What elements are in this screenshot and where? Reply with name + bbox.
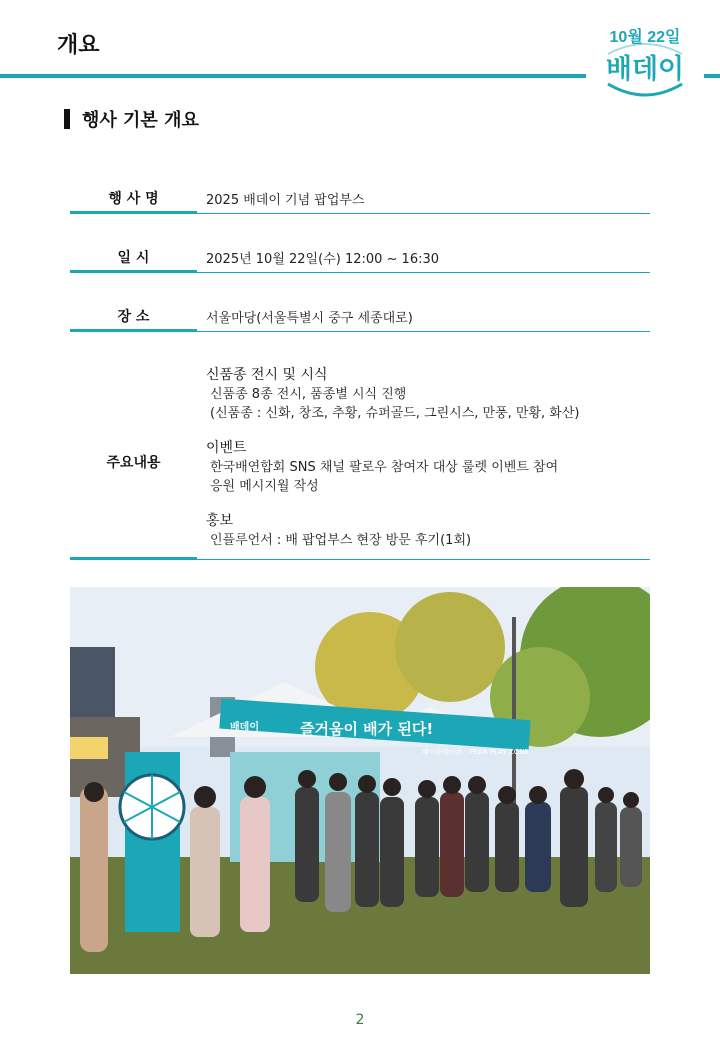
page-number: 2 [355,1012,365,1028]
row-divider [70,270,197,273]
row-divider-thin [197,331,650,332]
row-label: 주요내용 [106,455,161,471]
row-value: 서울마당(서울특별시 중구 세종대로) [206,311,413,326]
section-bar-icon [64,109,70,129]
content-line: 인플루언서 : 배 팝업부스 현장 방문 후기(1회) [210,533,472,548]
event-photo [70,587,650,974]
row-divider [70,557,197,560]
row-divider-thin [197,213,650,214]
banner-logo: 배데이 [230,722,259,733]
row-value: 2025 배데이 기념 팝업부스 [206,193,365,208]
logo-date-text: 10월 22일 [609,29,681,46]
row-label: 장 소 [117,309,150,325]
content-group-head: 홍보 [206,513,234,529]
row-divider [70,211,197,214]
section-title-text: 행사 기본 개요 [82,110,199,131]
row-divider-thin [197,559,650,560]
page-header-title: 개요 [57,33,100,58]
content-group-head: 이벤트 [206,440,247,456]
main-content-list [206,366,579,550]
row-value: 2025년 10월 22일(수) 12:00 ~ 16:30 [206,252,440,267]
logo-title-text: 배데이 [605,54,685,85]
banner-right-text: 페어플레이존 : PEAR PLAY ZONE [422,748,529,756]
row-divider-thin [197,272,650,273]
row-label: 일 시 [117,250,150,266]
banner-text: 즐거움이 배가 된다! [300,720,434,738]
row-divider [70,329,197,332]
content-line: (신품종 : 신화, 창조, 추황, 슈퍼골드, 그린시스, 만풍, 만황, 화산) [210,406,580,421]
content-line: 한국배연합회 SNS 채널 팔로우 참여자 대상 룰렛 이벤트 참여 [210,460,559,475]
row-label: 행 사 명 [108,191,159,207]
baeday-logo [586,14,704,104]
content-group-head: 신품종 전시 및 시식 [206,367,328,383]
content-line: 응원 메시지월 작성 [210,479,319,494]
content-line: 신품종 8종 전시, 품종별 시식 진행 [210,387,407,402]
section-title [64,106,199,132]
